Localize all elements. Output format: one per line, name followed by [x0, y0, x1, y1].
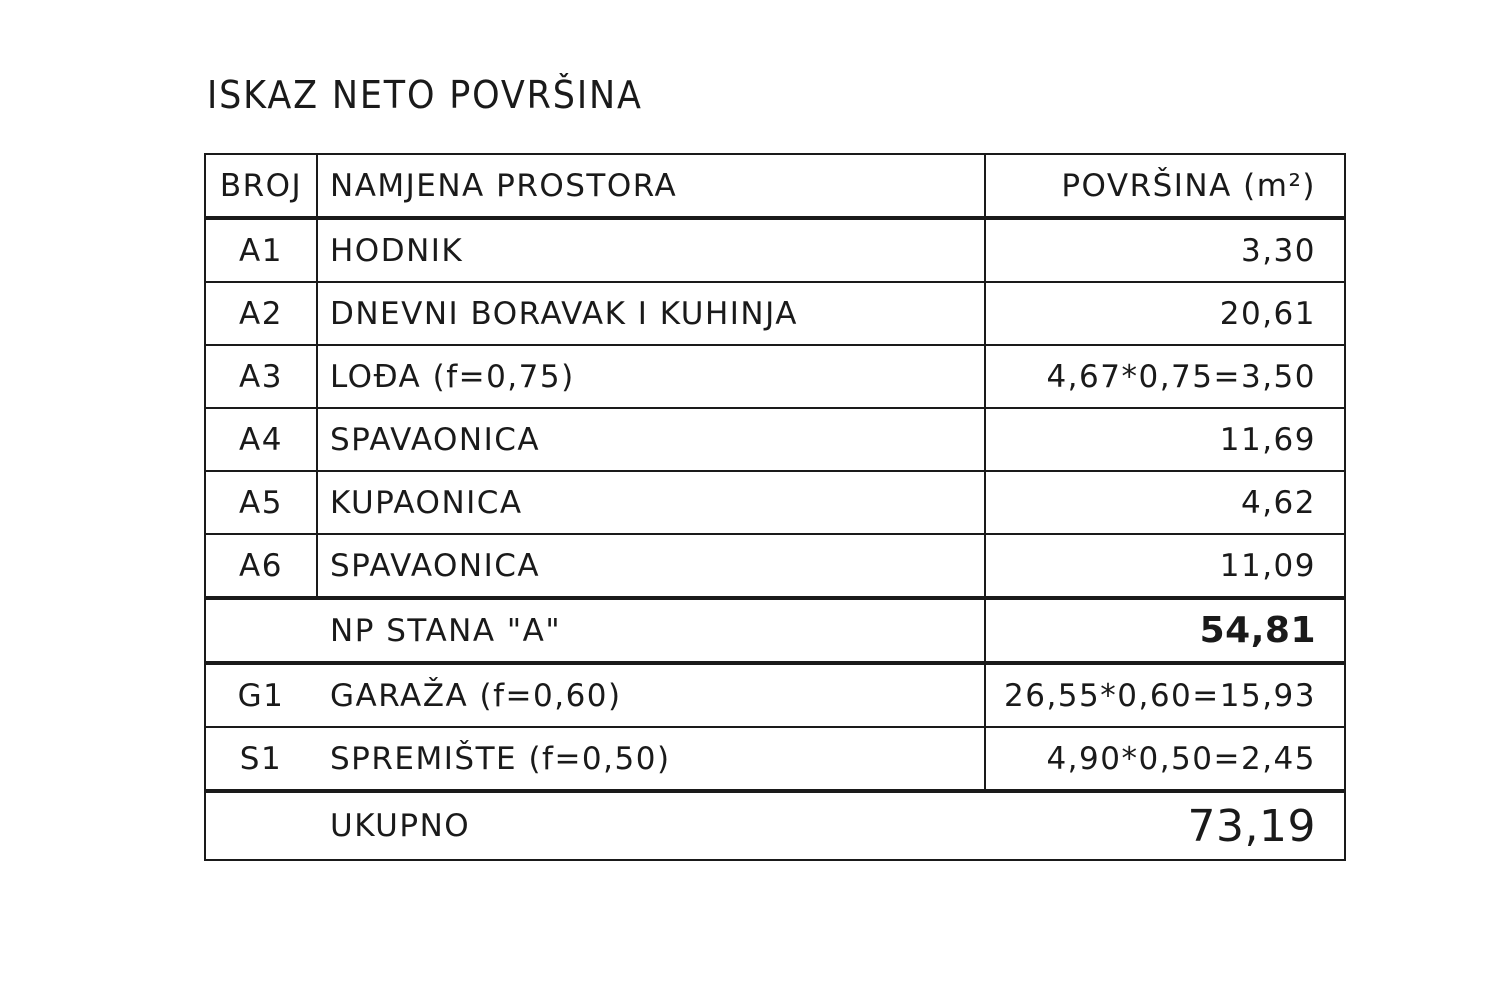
room-id: G1 — [205, 663, 317, 727]
total-id-empty — [205, 791, 317, 860]
room-id: A6 — [205, 534, 317, 598]
room-name: SPAVAONICA — [317, 534, 985, 598]
total-row — [205, 791, 1345, 860]
net-area-table — [204, 153, 1346, 861]
room-name: SPAVAONICA — [317, 408, 985, 471]
room-name: HODNIK — [317, 218, 985, 282]
total-area — [985, 791, 1345, 860]
room-name: DNEVNI BORAVAK I KUHINJA — [317, 282, 985, 345]
room-id: A2 — [205, 282, 317, 345]
room-id: A1 — [205, 218, 317, 282]
total-value: 73,19 — [1187, 800, 1316, 852]
room-area: 26,55*0,60=15,93 — [985, 663, 1345, 727]
subtotal-row — [205, 598, 1345, 663]
total-label: UKUPNO — [317, 791, 985, 860]
room-area: 11,09 — [985, 534, 1345, 598]
table-row — [205, 727, 1345, 791]
table-row — [205, 408, 1345, 471]
header-name: NAMJENA PROSTORA — [317, 154, 985, 218]
room-area: 11,69 — [985, 408, 1345, 471]
table-row — [205, 663, 1345, 727]
subtotal-label: NP STANA "A" — [317, 598, 985, 663]
header-row — [205, 154, 1345, 218]
room-id: A4 — [205, 408, 317, 471]
room-name: KUPAONICA — [317, 471, 985, 534]
table-row — [205, 471, 1345, 534]
room-name: LOĐA (f=0,75) — [317, 345, 985, 408]
room-id: A5 — [205, 471, 317, 534]
room-area: 4,90*0,50=2,45 — [985, 727, 1345, 791]
room-area: 4,67*0,75=3,50 — [985, 345, 1345, 408]
table-row — [205, 218, 1345, 282]
table-row — [205, 534, 1345, 598]
room-area: 20,61 — [985, 282, 1345, 345]
room-name: GARAŽA (f=0,60) — [317, 663, 985, 727]
header-id: BROJ — [205, 154, 317, 218]
table-row — [205, 345, 1345, 408]
subtotal-value: 54,81 — [1199, 610, 1316, 651]
room-id: S1 — [205, 727, 317, 791]
subtotal-id-empty — [205, 598, 317, 663]
room-name: SPREMIŠTE (f=0,50) — [317, 727, 985, 791]
room-id: A3 — [205, 345, 317, 408]
table-title: ISKAZ NETO POVRŠINA — [207, 73, 643, 117]
subtotal-area — [985, 598, 1345, 663]
header-area: POVRŠINA (m²) — [985, 154, 1345, 218]
room-area: 3,30 — [985, 218, 1345, 282]
table-row — [205, 282, 1345, 345]
room-area: 4,62 — [985, 471, 1345, 534]
